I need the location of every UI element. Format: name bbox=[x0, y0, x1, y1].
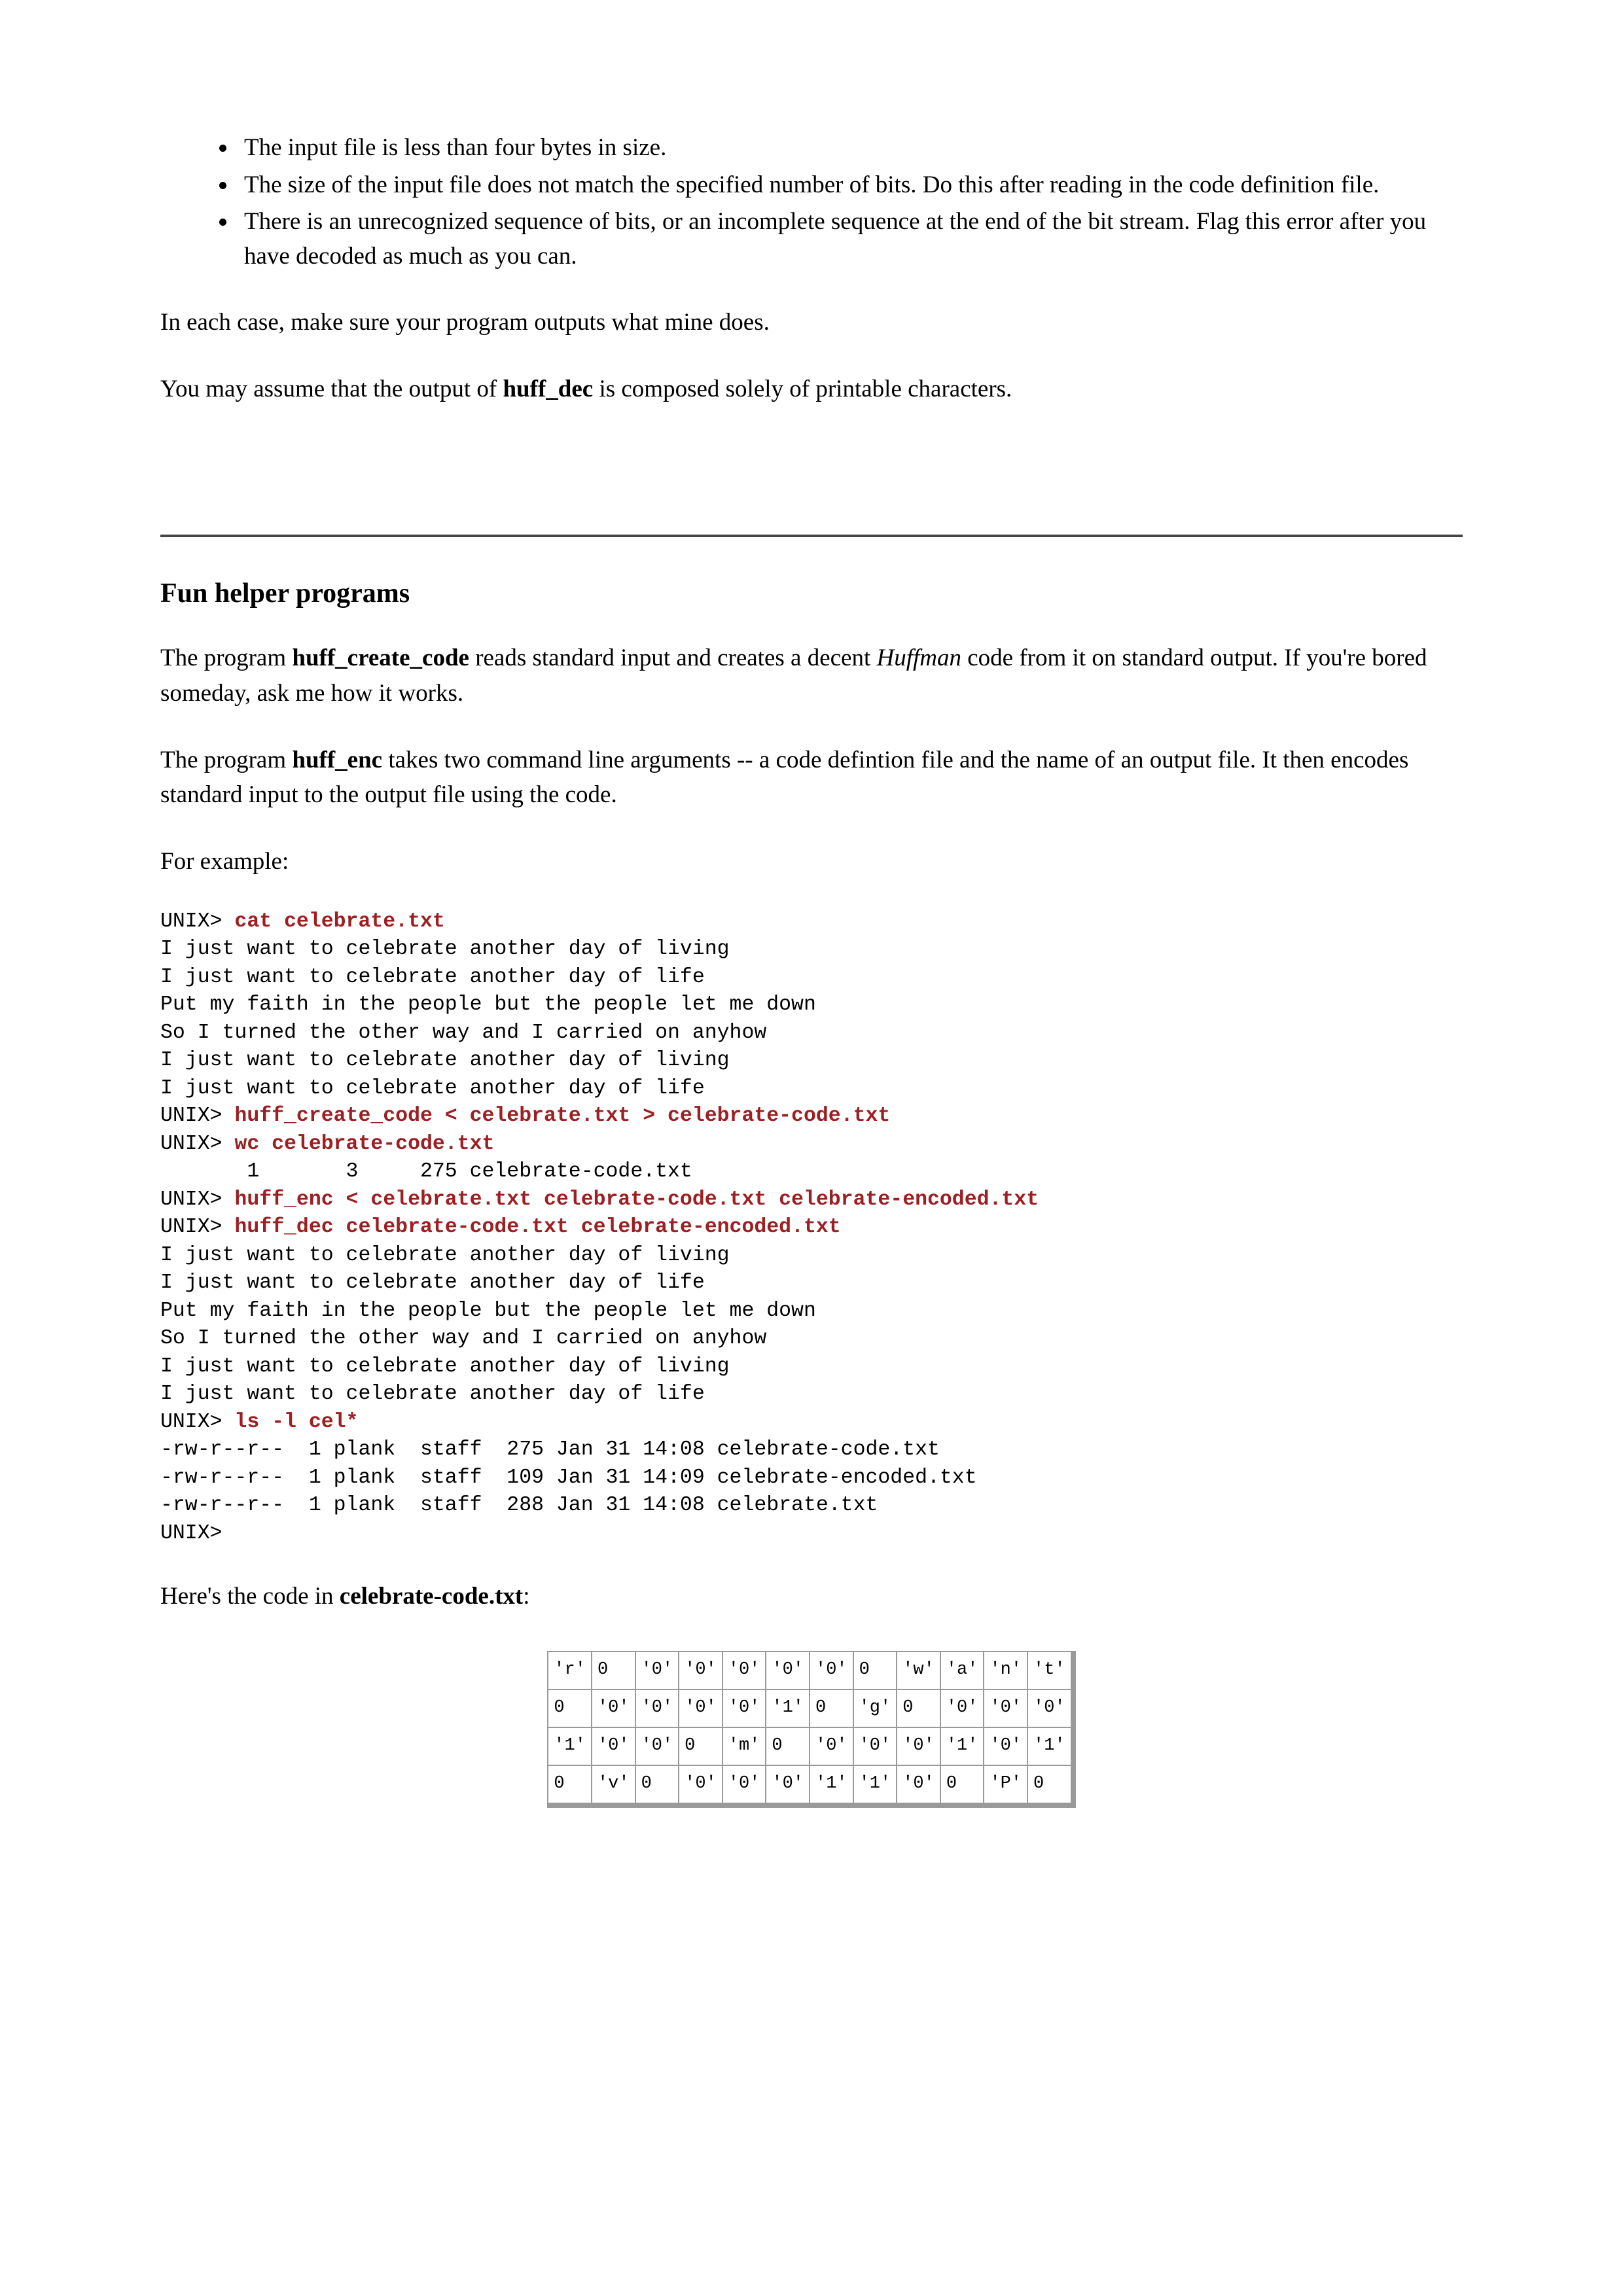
table-cell: '0' bbox=[984, 1727, 1027, 1765]
table-cell: 0 bbox=[810, 1689, 853, 1727]
terminal-output: Put my faith in the people but the people let me down bbox=[160, 1299, 816, 1322]
paragraph-text-post: : bbox=[523, 1583, 530, 1610]
terminal-command: huff_dec celebrate-code.txt celebrate-encoded.txt bbox=[234, 1216, 841, 1239]
table-cell: '0' bbox=[810, 1727, 853, 1765]
table-cell: 0 bbox=[853, 1651, 897, 1689]
terminal-output: I just want to celebrate another day of living bbox=[160, 938, 730, 961]
table-cell: 0 bbox=[897, 1689, 940, 1727]
table-cell: '0' bbox=[635, 1727, 679, 1765]
table-cell: '0' bbox=[766, 1765, 810, 1803]
table-cell: 'w' bbox=[897, 1651, 940, 1689]
page-content bbox=[160, 131, 1463, 1808]
terminal-output: I just want to celebrate another day of life bbox=[160, 1271, 705, 1295]
paragraph-text-pre: Here's the code in bbox=[160, 1583, 340, 1610]
table-cell: '0' bbox=[635, 1651, 679, 1689]
table-cell: '1' bbox=[1027, 1727, 1071, 1765]
code-table-figure bbox=[160, 1651, 1463, 1808]
table-cell: '0' bbox=[635, 1689, 679, 1727]
terminal-output: I just want to celebrate another day of living bbox=[160, 1049, 730, 1072]
table-cell: '0' bbox=[722, 1765, 766, 1803]
terminal-output: I just want to celebrate another day of living bbox=[160, 1243, 730, 1267]
table-cell: 'r' bbox=[548, 1651, 592, 1689]
table-cell: '0' bbox=[853, 1727, 897, 1765]
terminal-command: wc celebrate-code.txt bbox=[234, 1132, 495, 1156]
paragraph-text-post: takes two command line arguments -- a code defintion file and the name of an output file. It then encodes standard input to the output file using the code. bbox=[160, 746, 1409, 809]
table-row bbox=[548, 1727, 1071, 1765]
table-cell: 0 bbox=[940, 1765, 984, 1803]
inline-code-celebrate-code-txt: celebrate-code.txt bbox=[339, 1583, 524, 1610]
table-cell: 'v' bbox=[592, 1765, 635, 1803]
table-cell: '0' bbox=[940, 1689, 984, 1727]
paragraph-each-case bbox=[160, 305, 1463, 340]
section-divider bbox=[160, 535, 1463, 537]
table-cell: 0 bbox=[548, 1689, 592, 1727]
terminal-command: ls -l cel* bbox=[234, 1410, 359, 1434]
table-cell: '1' bbox=[766, 1689, 810, 1727]
table-cell: '0' bbox=[592, 1689, 635, 1727]
list-item: There is an unrecognized sequence of bits, or an incomplete sequence at the end of the bit stream. Flag this error after you have decoded as much as you can. bbox=[213, 205, 1463, 274]
terminal-output: -rw-r--r-- 1 plank staff 288 Jan 31 14:08 celebrate.txt bbox=[160, 1494, 878, 1517]
paragraph-for-example bbox=[160, 844, 1463, 879]
table-cell: '0' bbox=[897, 1727, 940, 1765]
table-cell: '0' bbox=[679, 1689, 722, 1727]
table-cell: '1' bbox=[853, 1765, 897, 1803]
table-cell: 0 bbox=[635, 1765, 679, 1803]
paragraph-text-pre: You may assume that the output of bbox=[160, 375, 503, 402]
table-cell: 'n' bbox=[984, 1651, 1027, 1689]
table-cell: '0' bbox=[722, 1651, 766, 1689]
table-cell: 't' bbox=[1027, 1651, 1071, 1689]
terminal-output: I just want to celebrate another day of life bbox=[160, 1383, 705, 1406]
paragraph-heres-the-code bbox=[160, 1579, 1463, 1614]
paragraph-text: In each case, make sure your program outputs what mine does. bbox=[160, 309, 770, 336]
list-item: The size of the input file does not match the specified number of bits. Do this after reading in the code definition file. bbox=[213, 168, 1463, 203]
terminal-output: So I turned the other way and I carried on anyhow bbox=[160, 1021, 767, 1044]
table-cell: 0 bbox=[548, 1765, 592, 1803]
paragraph-assume bbox=[160, 372, 1463, 407]
table-cell: 'g' bbox=[853, 1689, 897, 1727]
error-conditions-list bbox=[160, 131, 1463, 274]
paragraph-text-pre: The program bbox=[160, 645, 293, 672]
celebrate-code-table bbox=[547, 1651, 1071, 1804]
paragraph-text-post: is composed solely of printable characters. bbox=[593, 375, 1012, 402]
code-table-body bbox=[548, 1651, 1071, 1803]
table-cell: '0' bbox=[897, 1765, 940, 1803]
paragraph-huff-enc bbox=[160, 743, 1463, 813]
paragraph-huff-create-code bbox=[160, 641, 1463, 711]
paragraph-text-pre: The program bbox=[160, 746, 293, 773]
inline-code-huff-enc: huff_enc bbox=[292, 746, 383, 773]
table-row bbox=[548, 1689, 1071, 1727]
paragraph-text-mid: reads standard input and creates a decent bbox=[469, 645, 877, 672]
table-cell: 0 bbox=[679, 1727, 722, 1765]
inline-code-huff-dec: huff_dec bbox=[503, 375, 594, 402]
table-cell: '0' bbox=[810, 1651, 853, 1689]
table-cell: 0 bbox=[766, 1727, 810, 1765]
table-cell: '1' bbox=[548, 1727, 592, 1765]
table-cell: 0 bbox=[592, 1651, 635, 1689]
terminal-prompt: UNIX> bbox=[160, 1521, 235, 1545]
terminal-command: huff_enc < celebrate.txt celebrate-code.txt celebrate-encoded.txt bbox=[234, 1188, 1039, 1211]
table-cell: '0' bbox=[679, 1651, 722, 1689]
table-cell: '1' bbox=[810, 1765, 853, 1803]
table-cell: '0' bbox=[679, 1765, 722, 1803]
table-cell: 'a' bbox=[940, 1651, 984, 1689]
terminal-command: huff_create_code < celebrate.txt > celebrate-code.txt bbox=[234, 1104, 891, 1128]
code-table-shadow bbox=[547, 1651, 1075, 1808]
terminal-output: -rw-r--r-- 1 plank staff 275 Jan 31 14:08 celebrate-code.txt bbox=[160, 1438, 940, 1462]
emphasis-huffman: Huffman bbox=[876, 645, 961, 672]
paragraph-text: For example: bbox=[160, 847, 289, 875]
page-title: Fun helper programs bbox=[160, 578, 410, 609]
terminal-prompt: UNIX> bbox=[160, 1132, 235, 1156]
table-cell: '0' bbox=[766, 1651, 810, 1689]
terminal-output: -rw-r--r-- 1 plank staff 109 Jan 31 14:09 celebrate-encoded.txt bbox=[160, 1466, 977, 1489]
terminal-transcript bbox=[160, 908, 1463, 1548]
terminal-output: I just want to celebrate another day of life bbox=[160, 1076, 705, 1100]
table-cell: 'm' bbox=[722, 1727, 766, 1765]
terminal-prompt: UNIX> bbox=[160, 1216, 235, 1239]
terminal-output: I just want to celebrate another day of life bbox=[160, 965, 705, 989]
table-cell: 0 bbox=[1027, 1765, 1071, 1803]
table-cell: '0' bbox=[722, 1689, 766, 1727]
terminal-prompt: UNIX> bbox=[160, 1104, 235, 1128]
table-cell: '0' bbox=[1027, 1689, 1071, 1727]
table-row bbox=[548, 1765, 1071, 1803]
table-cell: '0' bbox=[592, 1727, 635, 1765]
table-cell: '0' bbox=[984, 1689, 1027, 1727]
terminal-prompt: UNIX> bbox=[160, 910, 235, 933]
paragraph-text-post: code from it on standard output. If you're bored someday, ask me how it works. bbox=[160, 645, 1427, 707]
terminal-command: cat celebrate.txt bbox=[234, 910, 445, 933]
list-item: The input file is less than four bytes in size. bbox=[213, 131, 1463, 166]
terminal-prompt: UNIX> bbox=[160, 1410, 235, 1434]
terminal-output: I just want to celebrate another day of living bbox=[160, 1354, 730, 1378]
table-cell: 'P' bbox=[984, 1765, 1027, 1803]
inline-code-huff-create-code: huff_create_code bbox=[292, 645, 469, 672]
terminal-output: Put my faith in the people but the people let me down bbox=[160, 993, 816, 1017]
terminal-prompt: UNIX> bbox=[160, 1188, 235, 1211]
table-cell: '1' bbox=[940, 1727, 984, 1765]
table-row bbox=[548, 1651, 1071, 1689]
terminal-output: So I turned the other way and I carried on anyhow bbox=[160, 1327, 767, 1351]
terminal-output: 1 3 275 celebrate-code.txt bbox=[160, 1160, 692, 1184]
